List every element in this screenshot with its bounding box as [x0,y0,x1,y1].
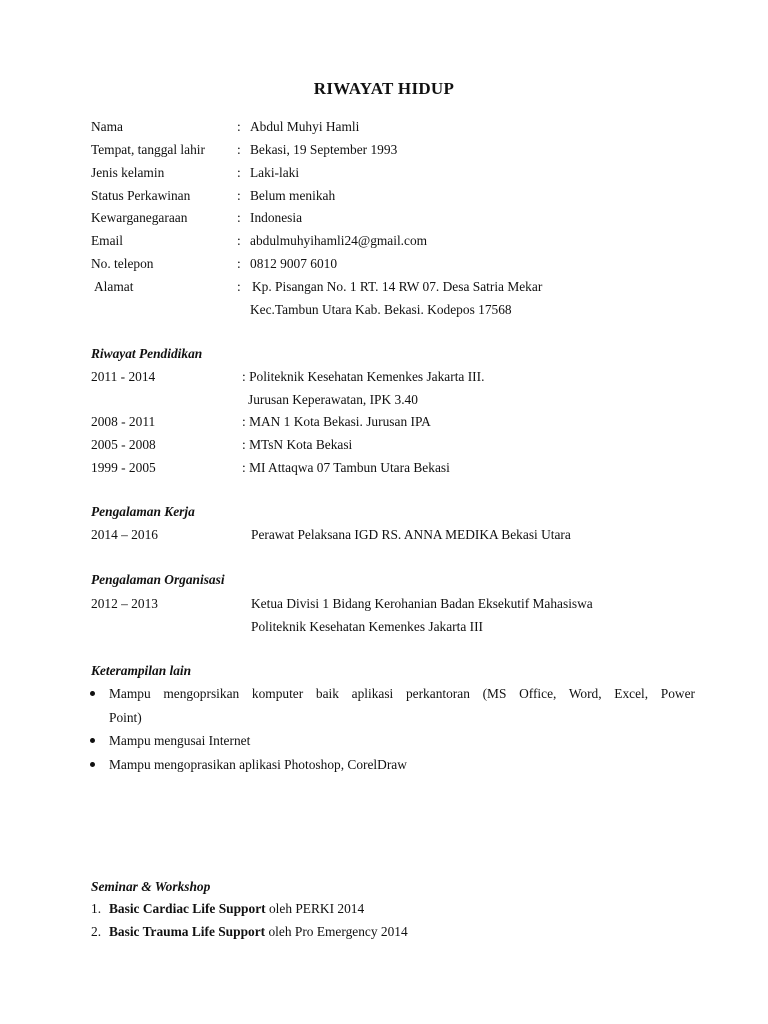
skill-item: Mampu mengoprasikan aplikasi Photoshop, CorelDraw [109,757,407,772]
page-title: RIWAYAT HIDUP [313,79,455,98]
seminar-item [109,900,364,918]
value-jenis-kelamin: Laki-laki [250,165,300,180]
label-nama: Nama [91,119,123,134]
seminar-organizer: oleh Pro Emergency 2014 [265,924,408,939]
colon: : [237,165,241,180]
value-nama: Abdul Muhyi Hamli [250,119,360,134]
seminar-title: Basic Trauma Life Support [109,924,266,939]
education-school: : Politeknik Kesehatan Kemenkes Jakarta III. [242,369,485,384]
education-years: 2008 - 2011 [91,414,156,429]
organization-years: 2012 – 2013 [91,596,158,611]
education-school: : MI Attaqwa 07 Tambun Utara Bekasi [242,460,450,475]
label-jenis-kelamin: Jenis kelamin [91,165,165,180]
label-ttl: Tempat, tanggal lahir [91,142,205,157]
colon: : [237,279,241,294]
skills-heading: Keterampilan lain [91,663,192,678]
organization-role: Ketua Divisi 1 Bidang Kerohanian Badan Eksekutif Mahasiswa [251,596,593,611]
education-school-line2: Jurusan Keperawatan, IPK 3.40 [248,392,418,407]
label-status: Status Perkawinan [91,188,191,203]
seminar-heading: Seminar & Workshop [91,879,211,894]
education-years: 2011 - 2014 [91,369,156,384]
colon: : [237,142,241,157]
education-years: 1999 - 2005 [91,460,156,475]
work-position: Perawat Pelaksana IGD RS. ANNA MEDIKA Bekasi Utara [251,527,571,542]
skill-item-line2: Point) [109,710,142,725]
value-status: Belum menikah [250,188,336,203]
skill-item: Mampu mengusai Internet [109,733,251,748]
education-school: : MTsN Kota Bekasi [242,437,353,452]
value-alamat-line2: Kec.Tambun Utara Kab. Bekasi. Kodepos 17568 [250,302,512,317]
label-alamat: Alamat [94,279,134,294]
value-ttl: Bekasi, 19 September 1993 [250,142,398,157]
colon: : [237,210,241,225]
seminar-number: 1. [91,901,102,916]
seminar-item [109,923,408,941]
seminar-organizer: oleh PERKI 2014 [265,901,365,916]
organization-heading: Pengalaman Organisasi [91,572,225,587]
organization-role-line2: Politeknik Kesehatan Kemenkes Jakarta III [251,619,484,634]
label-email: Email [91,233,123,248]
education-heading: Riwayat Pendidikan [91,346,203,361]
colon: : [237,188,241,203]
seminar-number: 2. [91,924,102,939]
colon: : [237,233,241,248]
value-alamat: Kp. Pisangan No. 1 RT. 14 RW 07. Desa Satria Mekar [252,279,543,294]
value-kewarganegaraan: Indonesia [250,210,303,225]
label-telepon: No. telepon [91,256,154,271]
work-years: 2014 – 2016 [91,527,158,542]
colon: : [237,256,241,271]
bullet-icon [90,762,95,767]
seminar-title: Basic Cardiac Life Support [109,901,266,916]
value-email: abdulmuhyihamli24@gmail.com [250,233,428,248]
work-heading: Pengalaman Kerja [91,504,195,519]
bullet-icon [90,691,95,696]
colon: : [237,119,241,134]
skill-item: Mampu mengoprsikan komputer baik aplikasi perkantoran (MS Office, Word, Excel, Power [109,686,695,701]
bullet-icon [90,738,95,743]
education-school: : MAN 1 Kota Bekasi. Jurusan IPA [242,414,431,429]
label-kewarganegaraan: Kewarganegaraan [91,210,188,225]
education-years: 2005 - 2008 [91,437,156,452]
value-telepon: 0812 9007 6010 [250,256,338,271]
